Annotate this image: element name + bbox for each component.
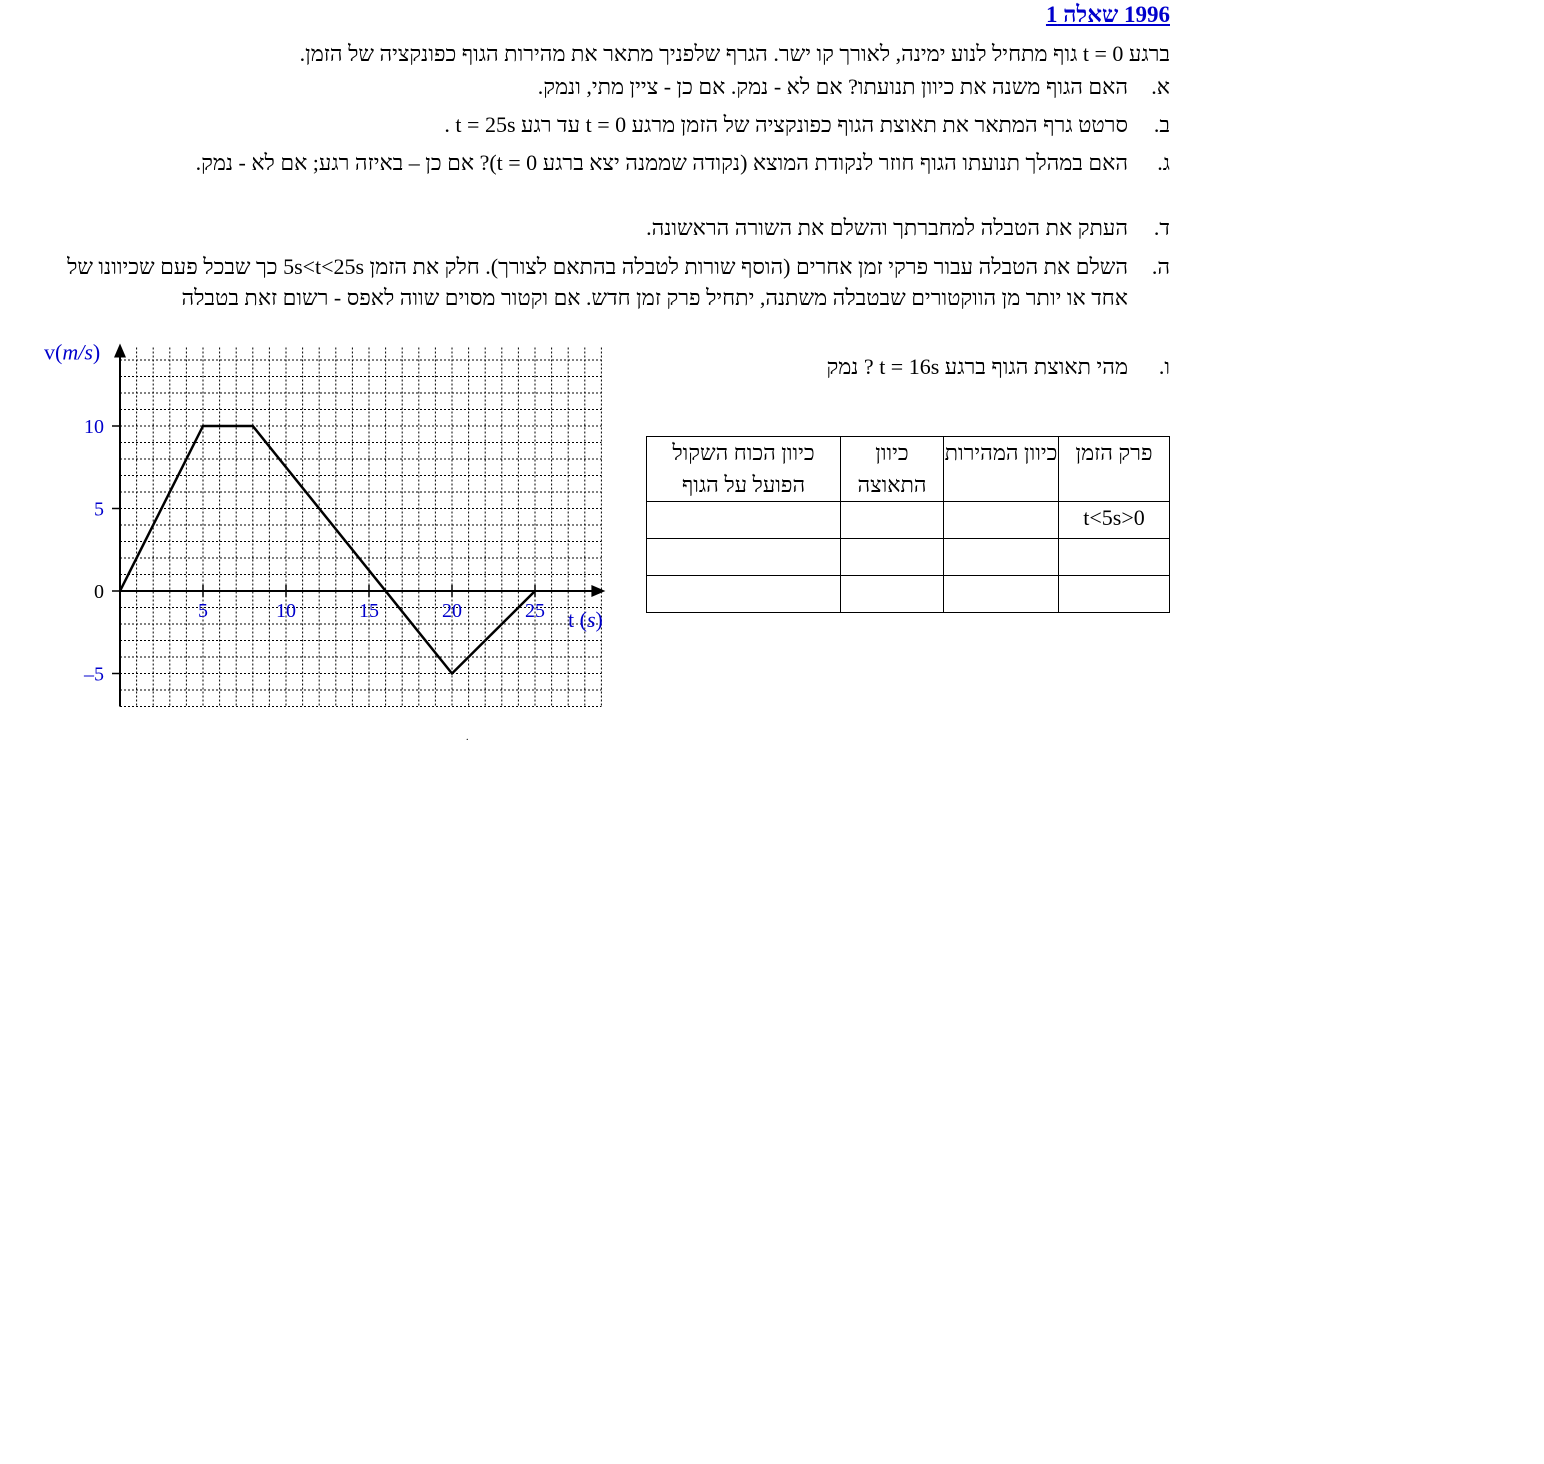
question-text: סרטט גרף המתאר את תאוצת הגוף כפונקציה של הזמן מרגע t = 0 עד רגע t = 25s . (444, 112, 1128, 137)
y-tick-label: –5 (84, 663, 104, 686)
intro-paragraph: ברגע t = 0 גוף מתחיל לנוע ימינה, לאורך קו ישר. הגרף שלפניך מתאר את מהירות הגוף כפונקציה של הזמן. (299, 41, 1170, 66)
data-point (252, 425, 254, 427)
header-acceleration-direction: כיוון התאוצה (841, 437, 944, 502)
x-axis-arrow-icon (591, 585, 605, 597)
data-point (534, 590, 536, 592)
x-tick-label: 5 (198, 600, 208, 622)
header-net-force-direction: כיוון הכוח השקול הפועל על הגוף (647, 437, 841, 502)
table-cell (944, 539, 1059, 576)
question-letter: ו. (1158, 354, 1170, 379)
table-cell (647, 576, 841, 613)
table-cell (647, 539, 841, 576)
y-axis-arrow-icon (114, 344, 126, 358)
question-text: העתק את הטבלה למחברתך והשלם את השורה הראשונה. (646, 215, 1128, 240)
question-letter: ד. (1153, 215, 1170, 240)
x-axis-label: t (s) (568, 607, 603, 632)
y-axis-label: v(m/s) (44, 339, 101, 365)
table-cell (944, 576, 1059, 613)
chart-marks (119, 425, 536, 675)
y-tick-label: 5 (94, 498, 104, 521)
question-text: האם במהלך תנועתו הגוף חוזר לנקודת המוצא (נקודה שממנה יצא ברגע t = 0)? אם כן – באיזה רגע; אם לא - נמק. (195, 150, 1128, 175)
data-point (202, 425, 204, 427)
question-title: 1996 שאלה 1 (1045, 2, 1170, 27)
table-cell: 0<t<5s (1059, 502, 1170, 539)
table-cell (647, 502, 841, 539)
table-cell (841, 502, 944, 539)
data-point (451, 672, 453, 674)
data-point (119, 590, 121, 592)
velocity-series-line (120, 426, 535, 674)
table-row (647, 539, 1170, 576)
answer-table (646, 436, 1170, 613)
y-tick-label: 0 (94, 581, 104, 603)
table-cell (944, 502, 1059, 539)
table-row (647, 576, 1170, 613)
question-letter: ב. (1153, 112, 1170, 137)
x-tick-label: 20 (442, 600, 462, 622)
footer-mark: . (466, 732, 469, 743)
table-cell (841, 539, 944, 576)
table-header-row (647, 437, 1170, 502)
question-letter: ה. (1151, 254, 1170, 279)
table-cell (1059, 539, 1170, 576)
table-cell (841, 576, 944, 613)
x-tick-label: 25 (525, 600, 545, 622)
table-row (647, 502, 1170, 539)
x-tick-label: 15 (359, 600, 379, 622)
header-time-period: פרק הזמן (1059, 437, 1170, 502)
y-tick-label: 10 (84, 416, 104, 438)
header-velocity-direction: כיוון המהירות (944, 437, 1059, 502)
question-text: השלם את הטבלה עבור פרקי זמן אחרים (הוסף שורות לטבלה בהתאם לצורך). חלק את הזמן 5s<t<25s כך שבכל פעם שכיוונו של אחד או יותר מן הווקטורים שבטבלה משתנה, יתחיל פרק זמן חדש. אם וקטור מסוים שווה לאפס - רשום זאת בטבלה (67, 254, 1128, 310)
question-letter: א. (1151, 74, 1170, 99)
question-text: מהי תאוצת הגוף ברגע t = 16s ? נמק (826, 354, 1128, 379)
table-cell (1059, 576, 1170, 613)
velocity-time-graph (0, 330, 620, 720)
chart-grid (120, 348, 601, 707)
question-text: האם הגוף משנה את כיוון תנועתו? אם לא - נמק. אם כן - ציין מתי, ונמק. (537, 74, 1128, 99)
x-tick-label: 10 (276, 600, 296, 622)
question-letter: ג. (1157, 150, 1170, 175)
